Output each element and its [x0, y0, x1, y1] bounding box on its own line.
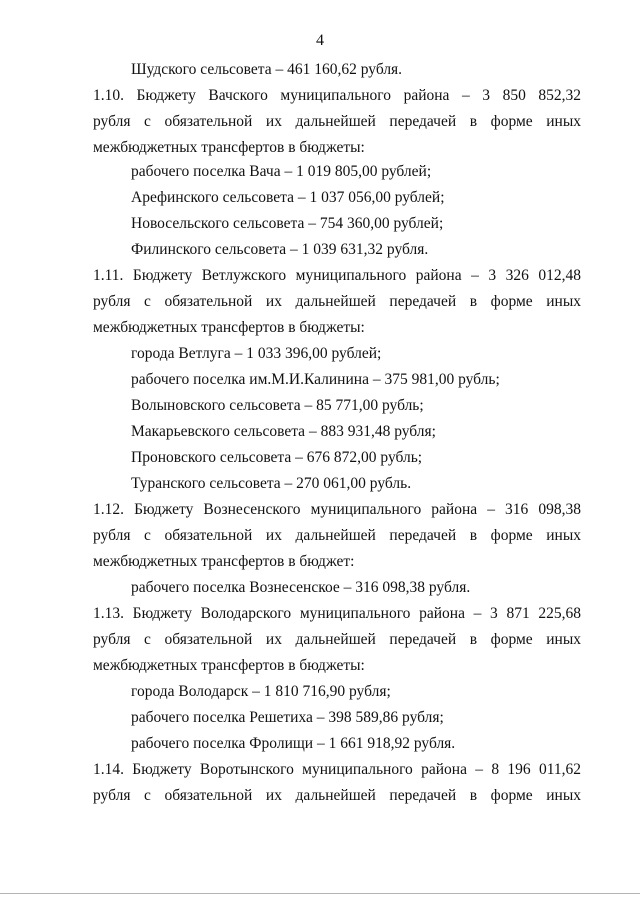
list-item: города Ветлуга – 1 033 396,00 рублей; — [131, 345, 382, 362]
list-item: рабочего поселка Вача – 1 019 805,00 рублей; — [131, 163, 432, 180]
paragraph-line: рубля с обязательной их дальнейшей передачей в форме иных — [93, 631, 581, 648]
page-number: 4 — [316, 32, 324, 49]
paragraph-line: 1.13. Бюджету Володарского муниципального района – 3 871 225,68 — [93, 605, 581, 622]
list-item: Проновского сельсовета – 676 872,00 рубль; — [131, 449, 423, 466]
paragraph-line: межбюджетных трансфертов в бюджет: — [93, 553, 355, 570]
paragraph-line: рубля с обязательной их дальнейшей передачей в форме иных — [93, 113, 581, 130]
paragraph-line: рубля с обязательной их дальнейшей передачей в форме иных — [93, 293, 581, 310]
list-item: Арефинского сельсовета – 1 037 056,00 рублей; — [131, 189, 445, 206]
paragraph-line: межбюджетных трансфертов в бюджеты: — [93, 139, 365, 156]
paragraph-line: 1.14. Бюджету Воротынского муниципального района – 8 196 011,62 — [93, 761, 581, 778]
list-item: рабочего поселка Решетиха – 398 589,86 рубля; — [131, 709, 444, 726]
list-item: Макарьевского сельсовета – 883 931,48 рубля; — [131, 423, 436, 440]
scan-edge-line — [0, 893, 640, 894]
paragraph-line: межбюджетных трансфертов в бюджеты: — [93, 319, 365, 336]
list-item: Шудского сельсовета – 461 160,62 рубля. — [131, 61, 403, 78]
list-item: Филинского сельсовета – 1 039 631,32 рубля. — [131, 241, 429, 258]
list-item: города Володарск – 1 810 716,90 рубля; — [131, 683, 391, 700]
list-item: Новосельского сельсовета – 754 360,00 рублей; — [131, 215, 444, 232]
list-item: рабочего поселка Фролищи – 1 661 918,92 рубля. — [131, 735, 456, 752]
list-item: рабочего поселка Вознесенское – 316 098,38 рубля. — [131, 579, 471, 596]
paragraph-line: 1.11. Бюджету Ветлужского муниципального района – 3 326 012,48 — [93, 267, 581, 284]
paragraph-line: 1.12. Бюджету Вознесенского муниципального района – 316 098,38 — [93, 501, 581, 518]
paragraph-line: 1.10. Бюджету Вачского муниципального района – 3 850 852,32 — [93, 87, 581, 104]
paragraph-line: рубля с обязательной их дальнейшей передачей в форме иных — [93, 787, 581, 804]
paragraph-line: межбюджетных трансфертов в бюджеты: — [93, 657, 365, 674]
list-item: Волыновского сельсовета – 85 771,00 рубль; — [131, 397, 424, 414]
list-item: рабочего поселка им.М.И.Калинина – 375 981,00 рубль; — [131, 371, 500, 388]
list-item: Туранского сельсовета – 270 061,00 рубль. — [131, 475, 412, 492]
paragraph-line: рубля с обязательной их дальнейшей передачей в форме иных — [93, 527, 581, 544]
